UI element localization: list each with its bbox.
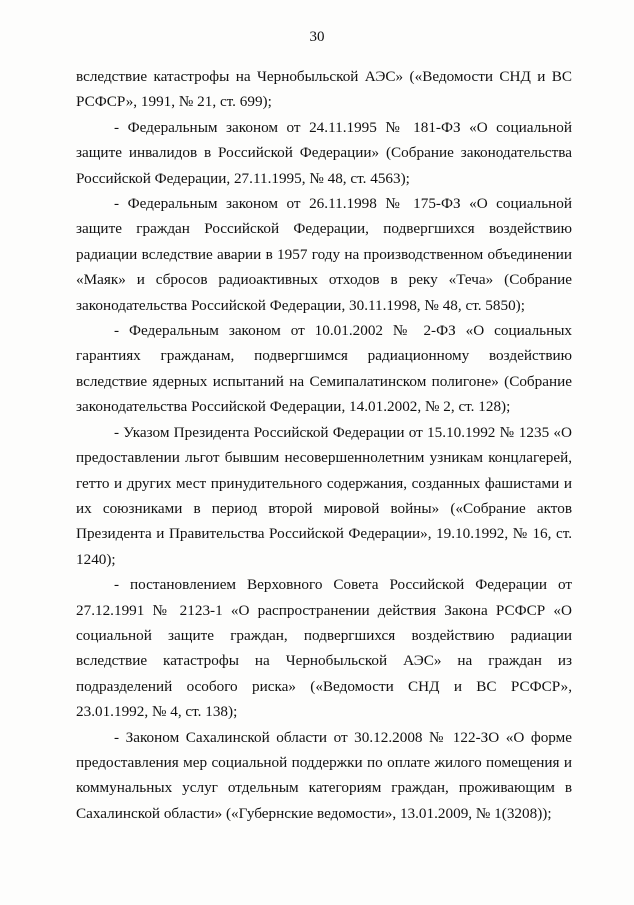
paragraph-continuation: вследствие катастрофы на Чернобыльской АЭС» («Ведомости СНД и ВС РСФСР», 1991, № 21, ст. 699); [76,68,572,111]
paragraph-resolution-2123-1: - постановлением Верховного Совета Российской Федерации от 27.12.1991 № 2123-1 «О распространении действия Закона РСФСР «О социальной защите граждан, подвергшихся воздействию радиации вследствие катастрофы на Чернобыльской АЭС» на граждан из подразделений особого риска» («Ведомости СНД и ВС РСФСР», 23.01.1992, № 4, ст. 138); [76,576,572,721]
document-body [76,64,572,826]
paragraph-sakhalin-law-122: - Законом Сахалинской области от 30.12.2008 № 122-ЗО «О форме предоставления мер социальной поддержки по оплате жилого помещения и коммунальных услуг отдельным категориям граждан, проживающим в Сахалинской области» («Губернские ведомости», 13.01.2009, № 1(3208)); [76,728,572,822]
paragraph-presidential-decree-1235: - Указом Президента Российской Федерации от 15.10.1992 № 1235 «О предоставлении льгот бывшим несовершеннолетним узникам концлагерей, гетто и других мест принудительного содержания, созданных фашистами и их союзниками в период второй мировой войны» («Собрание актов Президента и Правительства Российской Федерации», 19.10.1992, № 16, ст. 1240); [76,423,572,568]
page-number: 30 [309,29,325,45]
paragraph-federal-law-2: - Федеральным законом от 10.01.2002 № 2-ФЗ «О социальных гарантиях гражданам, подвергшимся радиационному воздействию вследствие ядерных испытаний на Семипалатинском полигоне» (Собрание законодательства Российской Федерации, 14.01.2002, № 2, ст. 128); [76,322,572,416]
paragraph-federal-law-181: - Федеральным законом от 24.11.1995 № 181-ФЗ «О социальной защите инвалидов в Российской Федерации» (Собрание законодательства Российской Федерации, 27.11.1995, № 48, ст. 4563); [76,118,572,187]
paragraph-federal-law-175: - Федеральным законом от 26.11.1998 № 175-ФЗ «О социальной защите граждан Российской Федерации, подвергшихся воздействию радиации вследствие аварии в 1957 году на производственном объединении «Маяк» и сбросов радиоактивных отходов в реку «Теча» (Собрание законодательства Российской Федерации, 30.11.1998, № 48, ст. 5850); [76,195,572,314]
